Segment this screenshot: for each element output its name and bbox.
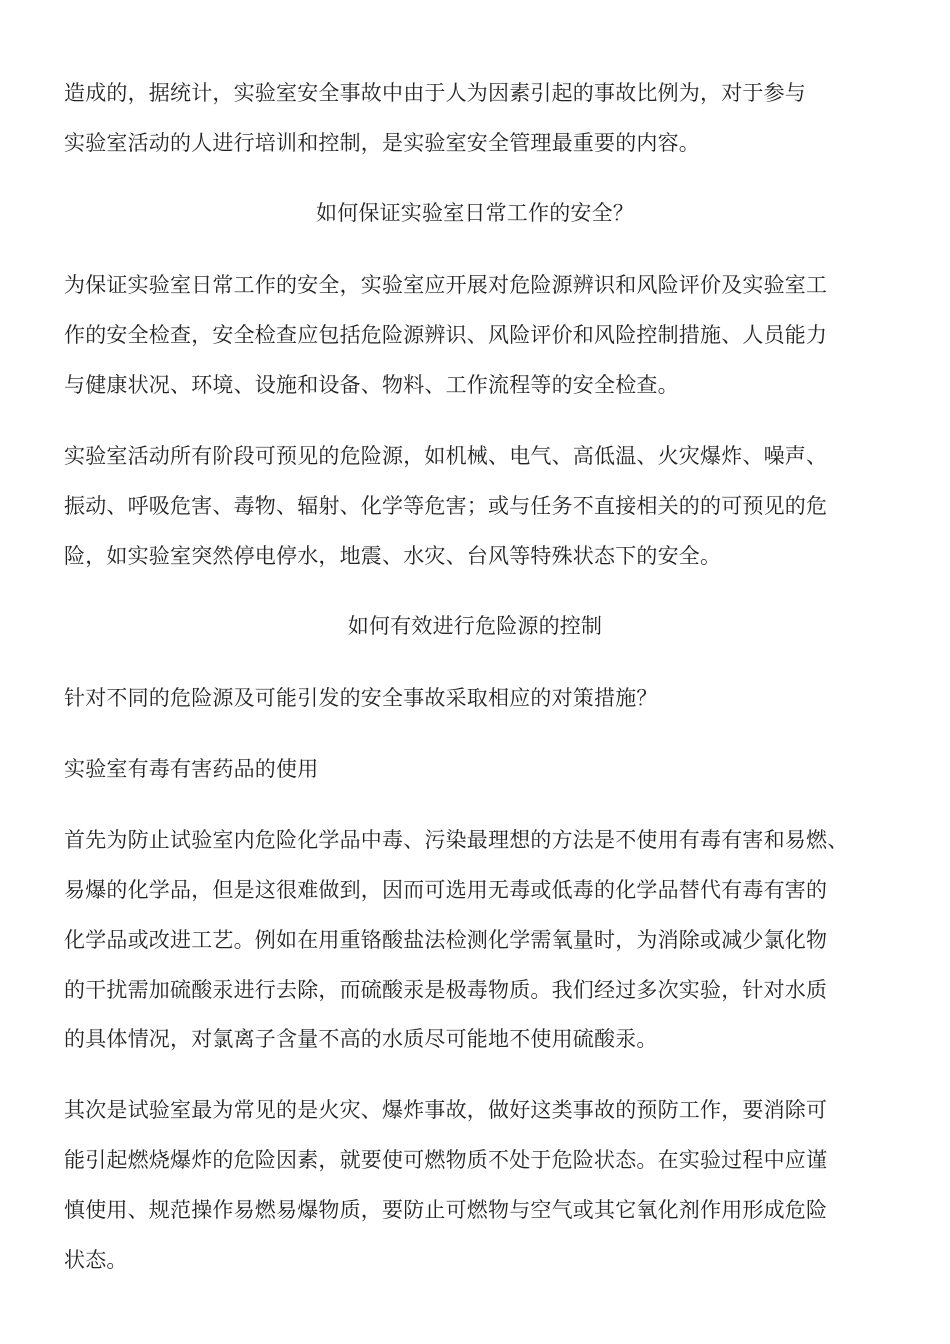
paragraph-7-line-4: 状态。 (64, 1248, 128, 1272)
paragraph-7-line-1: 其次是试验室最为常见的是火灾、爆炸事故，做好这类事故的预防工作，要消除可 (64, 1098, 828, 1122)
paragraph-1-line-1: 造成的，据统计，实验室安全事故中由于人为因素引起的事故比例为，对于参与 (64, 81, 806, 105)
paragraph-3-line-3: 险，如实验室突然停电停水，地震、水灾、台风等特殊状态下的安全。 (64, 544, 722, 568)
paragraph-6-line-4: 的干扰需加硫酸汞进行去除，而硫酸汞是极毒物质。我们经过多次实验，针对水质 (64, 978, 828, 1002)
paragraph-7-line-3: 慎使用、规范操作易燃易爆物质，要防止可燃物与空气或其它氧化剂作用形成危险 (64, 1198, 828, 1222)
paragraph-6-line-3: 化学品或改进工艺。例如在用重铬酸盐法检测化学需氧量时，为消除或减少氯化物 (64, 928, 828, 952)
section-heading-hazard-control: 如何有效进行危险源的控制 (347, 614, 603, 638)
paragraph-5: 实验室有毒有害药品的使用 (64, 757, 319, 781)
section-heading-daily-safety: 如何保证实验室日常工作的安全？ (316, 201, 634, 225)
paragraph-1-line-2: 实验室活动的人进行培训和控制，是实验室安全管理最重要的内容。 (64, 131, 700, 155)
paragraph-2-line-2: 作的安全检查，安全检查应包括危险源辨识、风险评价和风险控制措施、人员能力 (64, 323, 828, 347)
paragraph-6-line-2: 易爆的化学品，但是这很难做到，因而可选用无毒或低毒的化学品替代有毒有害的 (64, 878, 828, 902)
paragraph-3-line-2: 振动、呼吸危害、毒物、辐射、化学等危害；或与任务不直接相关的的可预见的危 (64, 494, 828, 518)
paragraph-4: 针对不同的危险源及可能引发的安全事故采取相应的对策措施？ (64, 686, 658, 710)
paragraph-3-line-1: 实验室活动所有阶段可预见的危险源，如机械、电气、高低温、火灾爆炸、噪声、 (64, 444, 828, 468)
paragraph-6-line-1: 首先为防止试验室内危险化学品中毒、污染最理想的方法是不使用有毒有害和易燃、 (64, 828, 849, 852)
paragraph-2-line-1: 为保证实验室日常工作的安全，实验室应开展对危险源辨识和风险评价及实验室工 (64, 273, 828, 297)
paragraph-7-line-2: 能引起燃烧爆炸的危险因素，就要使可燃物质不处于危险状态。在实验过程中应谨 (64, 1148, 828, 1172)
paragraph-6-line-5: 的具体情况，对氯离子含量不高的水质尽可能地不使用硫酸汞。 (64, 1027, 658, 1051)
paragraph-2-line-3: 与健康状况、环境、设施和设备、物料、工作流程等的安全检查。 (64, 373, 679, 397)
